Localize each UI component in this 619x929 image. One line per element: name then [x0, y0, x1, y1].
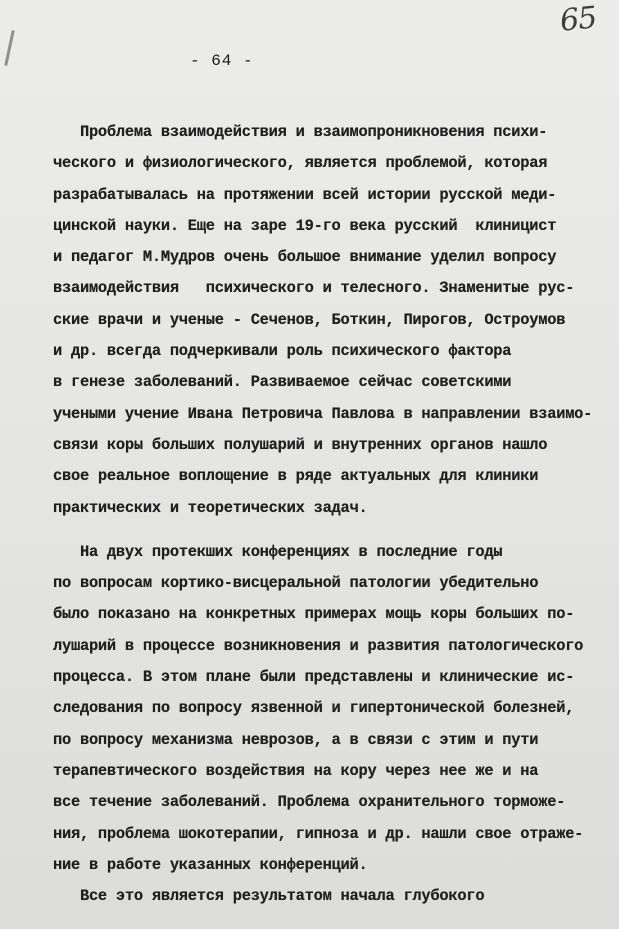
text-line: следования по вопросу язвенной и гипертонической болезней,: [53, 699, 575, 718]
text-line: разрабатывалась на протяжении всей истории русской меди-: [53, 185, 557, 204]
text-line: Проблема взаимодействия и взаимопроникновения психи-: [53, 123, 548, 141]
paragraph-2: [53, 537, 613, 881]
text-line: ние в работе указанных конференций.: [53, 855, 368, 874]
text-line: по вопросу механизма неврозов, а в связи с этим и пути: [53, 730, 539, 749]
text-line: было показано на конкретных примерах мощь коры больших по-: [53, 605, 575, 624]
body-text: [53, 117, 613, 912]
handwritten-page-number: 65: [558, 0, 598, 39]
text-line: свое реальное воплощение в ряде актуальных для клиники: [53, 467, 539, 486]
text-line: ские врачи и ученые - Сеченов, Боткин, Пирогов, Остроумов: [53, 310, 566, 329]
text-line: и педагог М.Мудров очень большое внимание уделил вопросу: [53, 248, 557, 267]
text-line: лушарий в процессе возникновения и развития патологического: [53, 636, 584, 655]
text-line: по вопросам кортико-висцеральной патологии убедительно: [53, 574, 539, 593]
text-line: связи коры больших полушарий и внутренних органов нашло: [53, 435, 548, 454]
text-line: процесса. В этом плане были представлены и клинические ис-: [53, 668, 575, 687]
text-line: цинской науки. Еще на заре 19-го века русский клиницист: [53, 216, 557, 235]
text-line: На двух протекших конференциях в последние годы: [53, 542, 503, 561]
text-line: ния, проблема шокотерапии, гипноза и др. нашли свое отраже-: [53, 824, 584, 843]
page-number: - 64 -: [190, 52, 254, 70]
paper-fold-mark: [4, 30, 14, 66]
text-line: учеными учение Ивана Петровича Павлова в направлении взаимо-: [53, 404, 593, 423]
text-line: и др. всегда подчеркивали роль психического фактора: [53, 342, 512, 361]
text-line: все течение заболеваний. Проблема охранительного торможе-: [53, 793, 566, 812]
text-line: ческого и физиологического, является проблемой, которая: [53, 154, 548, 173]
paragraph-1: [53, 117, 613, 524]
text-line: взаимодействия психического и телесного. Знаменитые рус-: [53, 279, 575, 298]
text-line: терапевтического воздействия на кору через нее же и на: [53, 761, 539, 780]
text-line: практических и теоретических задач.: [53, 498, 368, 517]
text-line: в генезе заболеваний. Развиваемое сейчас советскими: [53, 373, 512, 392]
text-line: Все это является результатом начала глубокого: [53, 887, 485, 906]
paragraph-3: [53, 881, 613, 912]
